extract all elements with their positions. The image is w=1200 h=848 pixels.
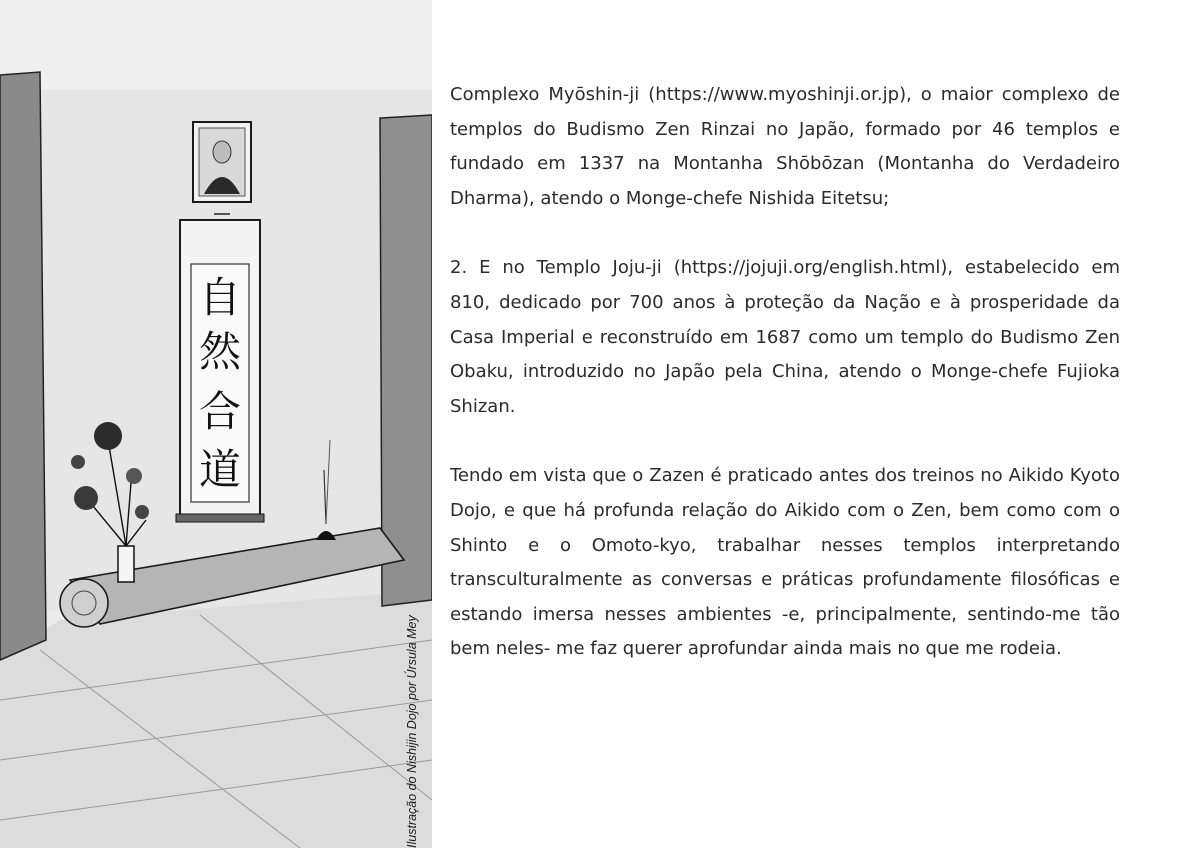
scroll-character-4: 道 xyxy=(198,445,242,494)
scroll-character-3: 合 xyxy=(198,387,242,436)
dojo-drawing xyxy=(0,0,432,848)
paragraph-zazen: Tendo em vista que o Zazen é praticado antes dos treinos no Aikido Kyoto Dojo, e que há profunda relação do Aikido com o Zen, bem como com o Shinto e o Omoto-kyo, trabalhar nesses templos interpretando transculturalmente as conversas e práticas profundamente filosóficas e estando imersa nesses ambientes -e, principalmente, sentindo-me tão bem neles- me faz querer aprofundar ainda mais no que me rodeia. xyxy=(450,465,1120,660)
text-column xyxy=(450,78,1120,702)
dojo-illustration xyxy=(0,0,432,848)
paragraph-jojuji: 2. E no Templo Joju-ji (https://jojuji.org/english.html), estabelecido em 810, dedicado por 700 anos à proteção da Nação e à prosperidade da Casa Imperial e reconstruído em 1687 como um templo do Budismo Zen Obaku, introduzido no Japão pela China, atendo o Monge-chefe Fujioka Shizan. xyxy=(450,257,1120,417)
illustration-caption: Ilustração do Nishijin Dojo por Úrsula Mey xyxy=(405,615,419,848)
scroll-character-1: 自 xyxy=(198,273,242,322)
paragraph-myoshinji: Complexo Myōshin-ji (https://www.myoshinji.or.jp), o maior complexo de templos do Budismo Zen Rinzai no Japão, formado por 46 templos e fundado em 1337 na Montanha Shōbōzan (Montanha do Verdadeiro Dharma), atendo o Monge-chefe Nishida Eitetsu; xyxy=(450,84,1120,209)
scroll-character-2: 然 xyxy=(198,327,242,376)
